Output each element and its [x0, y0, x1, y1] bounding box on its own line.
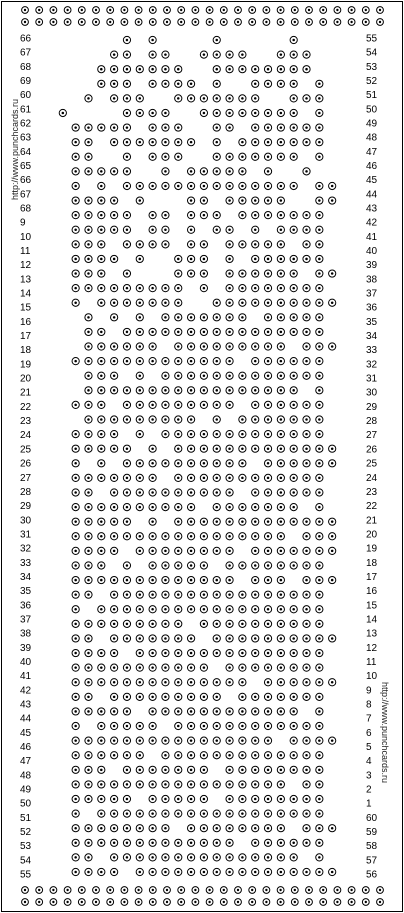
site-url-right: http://www.punchcards.ru: [380, 682, 390, 784]
left-row-number: 12: [20, 260, 32, 272]
right-row-number: 13: [366, 628, 378, 640]
right-row-number: 33: [366, 345, 378, 357]
left-row-number: 36: [20, 600, 32, 612]
left-row-number: 45: [20, 727, 32, 739]
left-row-number: 15: [20, 302, 32, 314]
right-row-number: 31: [366, 373, 378, 385]
left-row-number: 46: [20, 741, 32, 753]
left-row-number: 40: [20, 656, 32, 668]
right-row-number: 49: [366, 118, 378, 130]
right-row-number: 56: [366, 869, 378, 881]
right-row-number: 43: [366, 203, 378, 215]
left-row-number: 65: [20, 161, 32, 173]
right-row-number: 46: [366, 161, 378, 173]
left-row-number: 47: [20, 756, 32, 768]
left-row-number: 34: [20, 571, 32, 583]
left-row-number: 22: [20, 401, 32, 413]
left-row-number: 42: [20, 685, 32, 697]
left-row-number: 17: [20, 331, 32, 343]
right-row-number: 55: [366, 33, 378, 45]
left-row-number: 63: [20, 132, 32, 144]
left-row-number: 41: [20, 671, 32, 683]
left-row-number: 9: [20, 217, 26, 229]
right-row-number: 39: [366, 260, 378, 272]
right-row-number: 23: [366, 486, 378, 498]
left-row-number: 39: [20, 642, 32, 654]
right-row-number: 20: [366, 529, 378, 541]
left-row-number: 61: [20, 104, 32, 116]
left-row-number: 14: [20, 288, 32, 300]
left-row-number: 16: [20, 316, 32, 328]
right-row-number: 34: [366, 331, 378, 343]
right-row-number: 5: [366, 741, 372, 753]
right-row-number: 57: [366, 855, 378, 867]
right-row-number: 48: [366, 132, 378, 144]
left-row-number: 24: [20, 430, 32, 442]
card-border: [2, 2, 403, 912]
left-row-number: 10: [20, 231, 32, 243]
right-row-number: 40: [366, 246, 378, 258]
right-row-number: 8: [366, 699, 372, 711]
left-row-number: 37: [20, 614, 32, 626]
left-row-number: 55: [20, 869, 32, 881]
left-row-number: 30: [20, 515, 32, 527]
right-row-number: 59: [366, 826, 378, 838]
left-row-number: 60: [20, 90, 32, 102]
right-row-number: 38: [366, 274, 378, 286]
right-row-number: 16: [366, 586, 378, 598]
site-url-left: http://www.punchcards.ru: [10, 98, 20, 200]
left-row-number: 13: [20, 274, 32, 286]
right-row-number: 28: [366, 416, 378, 428]
right-row-number: 2: [366, 784, 372, 796]
right-row-number: 21: [366, 515, 378, 527]
right-row-number: 51: [366, 90, 378, 102]
right-row-number: 7: [366, 713, 372, 725]
right-row-number: 18: [366, 557, 378, 569]
left-row-number: 67: [20, 189, 32, 201]
right-row-number: 3: [366, 770, 372, 782]
left-row-number: 44: [20, 713, 32, 725]
left-row-number: 66: [20, 33, 32, 45]
right-row-number: 47: [366, 146, 378, 158]
left-row-number: 62: [20, 118, 32, 130]
right-row-number: 32: [366, 359, 378, 371]
left-row-number: 68: [20, 203, 32, 215]
left-row-number: 27: [20, 472, 32, 484]
left-row-number: 26: [20, 458, 32, 470]
right-row-number: 10: [366, 671, 378, 683]
right-row-number: 15: [366, 600, 378, 612]
left-row-number: 19: [20, 359, 32, 371]
left-row-number: 32: [20, 543, 32, 555]
left-row-number: 52: [20, 826, 32, 838]
left-row-number: 69: [20, 76, 32, 88]
left-row-number: 25: [20, 444, 32, 456]
left-row-number: 54: [20, 855, 32, 867]
left-row-number: 28: [20, 486, 32, 498]
right-row-number: 44: [366, 189, 378, 201]
right-row-number: 52: [366, 76, 378, 88]
left-row-number: 50: [20, 798, 32, 810]
left-row-number: 48: [20, 770, 32, 782]
right-row-number: 11: [366, 656, 377, 668]
right-row-number: 12: [366, 642, 378, 654]
right-row-number: 37: [366, 288, 378, 300]
left-row-number: 31: [20, 529, 32, 541]
left-row-number: 20: [20, 373, 32, 385]
left-row-number: 49: [20, 784, 32, 796]
right-row-number: 29: [366, 401, 378, 413]
right-row-number: 50: [366, 104, 378, 116]
right-row-number: 60: [366, 812, 378, 824]
right-row-number: 4: [366, 756, 372, 768]
left-row-number: 35: [20, 586, 32, 598]
left-row-number: 11: [20, 246, 31, 258]
right-row-number: 14: [366, 614, 378, 626]
left-row-number: 43: [20, 699, 32, 711]
right-row-number: 25: [366, 458, 378, 470]
left-row-number: 38: [20, 628, 32, 640]
left-row-number: 66: [20, 175, 32, 187]
right-row-number: 19: [366, 543, 378, 555]
left-row-number: 29: [20, 501, 32, 513]
left-row-number: 68: [20, 61, 32, 73]
right-row-number: 42: [366, 217, 378, 229]
left-row-number: 53: [20, 841, 32, 853]
right-row-number: 1: [366, 798, 372, 810]
right-row-number: 35: [366, 316, 378, 328]
right-row-number: 53: [366, 61, 378, 73]
right-row-number: 26: [366, 444, 378, 456]
left-row-number: 33: [20, 557, 32, 569]
left-row-number: 51: [20, 812, 32, 824]
left-row-number: 18: [20, 345, 32, 357]
right-row-number: 22: [366, 501, 378, 513]
right-row-number: 27: [366, 430, 378, 442]
right-row-number: 24: [366, 472, 378, 484]
left-row-number: 64: [20, 146, 32, 158]
right-row-number: 54: [366, 47, 378, 59]
right-row-number: 41: [366, 231, 378, 243]
right-row-number: 36: [366, 302, 378, 314]
right-row-number: 9: [366, 685, 372, 697]
right-row-number: 45: [366, 175, 378, 187]
right-row-number: 6: [366, 727, 372, 739]
right-row-number: 30: [366, 387, 378, 399]
left-row-number: 67: [20, 47, 32, 59]
right-row-number: 17: [366, 571, 378, 583]
right-row-number: 58: [366, 841, 378, 853]
left-row-number: 23: [20, 416, 32, 428]
left-row-number: 21: [20, 387, 32, 399]
